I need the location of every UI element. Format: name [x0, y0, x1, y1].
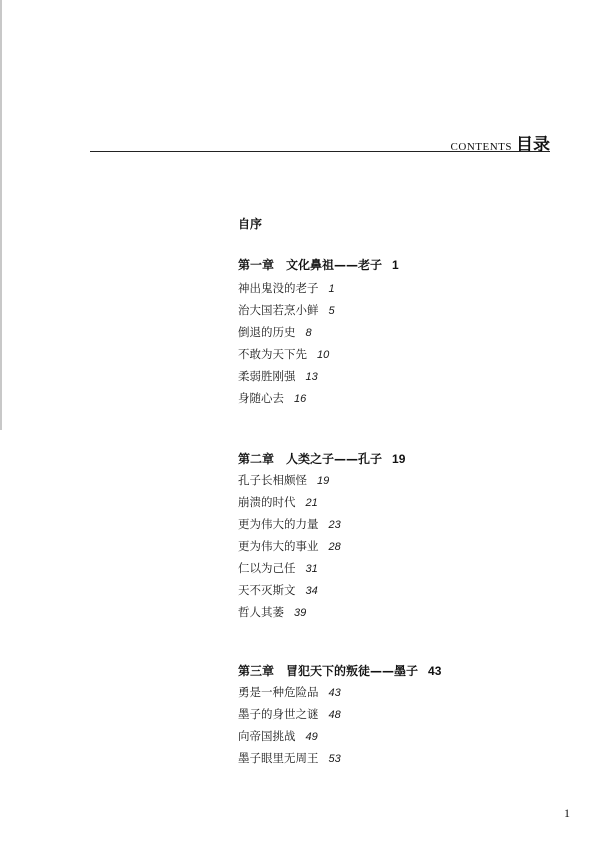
toc-item-page: 5	[328, 305, 335, 317]
chapter-2-heading[interactable]	[238, 450, 405, 467]
chapter-title: 文化鼻祖——老子	[286, 258, 383, 272]
chapter-number: 第一章	[238, 258, 275, 272]
toc-item-title: 不敢为天下先	[238, 347, 307, 361]
chapter-title: 冒犯天下的叛徒——墨子	[286, 664, 419, 678]
chapter-1-heading[interactable]	[238, 256, 399, 273]
toc-item-title: 治大国若烹小鲜	[238, 303, 319, 317]
toc-item-title: 孔子长相颇怪	[238, 473, 307, 487]
toc-item-title: 倒退的历史	[238, 325, 296, 339]
toc-item[interactable]	[238, 706, 341, 722]
toc-item-page: 48	[328, 709, 341, 721]
toc-item-page: 13	[305, 371, 318, 383]
toc-item[interactable]	[238, 750, 341, 766]
toc-item-title: 墨子的身世之谜	[238, 707, 319, 721]
toc-item[interactable]	[238, 604, 306, 620]
toc-item-page: 34	[305, 585, 318, 597]
toc-item[interactable]	[238, 538, 341, 554]
toc-item[interactable]	[238, 582, 318, 598]
toc-item[interactable]	[238, 368, 318, 384]
toc-item-title: 崩溃的时代	[238, 495, 296, 509]
toc-item-title: 身随心去	[238, 391, 284, 405]
toc-item-title: 哲人其萎	[238, 605, 284, 619]
page-number: 1	[564, 806, 570, 820]
header-rule	[90, 151, 550, 152]
chapter-3-heading[interactable]	[238, 662, 441, 679]
toc-item-page: 39	[294, 607, 307, 619]
toc-item[interactable]	[238, 728, 318, 744]
preface-entry[interactable]: 自序	[238, 217, 263, 231]
toc-item-title: 向帝国挑战	[238, 729, 296, 743]
toc-item-page: 10	[317, 349, 330, 361]
toc-item[interactable]	[238, 472, 329, 488]
toc-item[interactable]	[238, 516, 341, 532]
toc-item[interactable]	[238, 346, 329, 362]
toc-item[interactable]	[238, 684, 341, 700]
toc-item[interactable]	[238, 390, 306, 406]
toc-item[interactable]	[238, 324, 312, 340]
toc-item[interactable]	[238, 302, 335, 318]
toc-item-title: 柔弱胜刚强	[238, 369, 296, 383]
toc-item-page: 23	[328, 519, 341, 531]
chapter-page: 43	[428, 664, 442, 678]
page-edge-shadow	[0, 0, 2, 430]
chapter-number: 第三章	[238, 664, 275, 678]
chapter-page: 1	[392, 258, 399, 272]
toc-item-title: 更为伟大的力量	[238, 517, 319, 531]
toc-item-page: 8	[305, 327, 312, 339]
toc-item[interactable]	[238, 280, 335, 296]
chapter-number: 第二章	[238, 452, 275, 466]
toc-item-page: 49	[305, 731, 318, 743]
toc-item-page: 19	[317, 475, 330, 487]
toc-item[interactable]	[238, 560, 318, 576]
toc-item-page: 1	[328, 283, 335, 295]
toc-item-title: 天不灭斯文	[238, 583, 296, 597]
toc-item-page: 53	[328, 753, 341, 765]
chapter-page: 19	[392, 452, 406, 466]
contents-header-zh: 目录	[516, 135, 550, 155]
toc-item-title: 仁以为己任	[238, 561, 296, 575]
toc-item-page: 16	[294, 393, 307, 405]
toc-item-title: 神出鬼没的老子	[238, 281, 319, 295]
toc-item-page: 31	[305, 563, 318, 575]
toc-item[interactable]	[238, 494, 318, 510]
toc-item-page: 21	[305, 497, 318, 509]
toc-item-title: 勇是一种危险品	[238, 685, 319, 699]
contents-header-en: CONTENTS	[450, 141, 512, 153]
chapter-title: 人类之子——孔子	[286, 452, 383, 466]
toc-item-page: 28	[328, 541, 341, 553]
toc-item-page: 43	[328, 687, 341, 699]
toc-item-title: 墨子眼里无周王	[238, 751, 319, 765]
toc-item-title: 更为伟大的事业	[238, 539, 319, 553]
